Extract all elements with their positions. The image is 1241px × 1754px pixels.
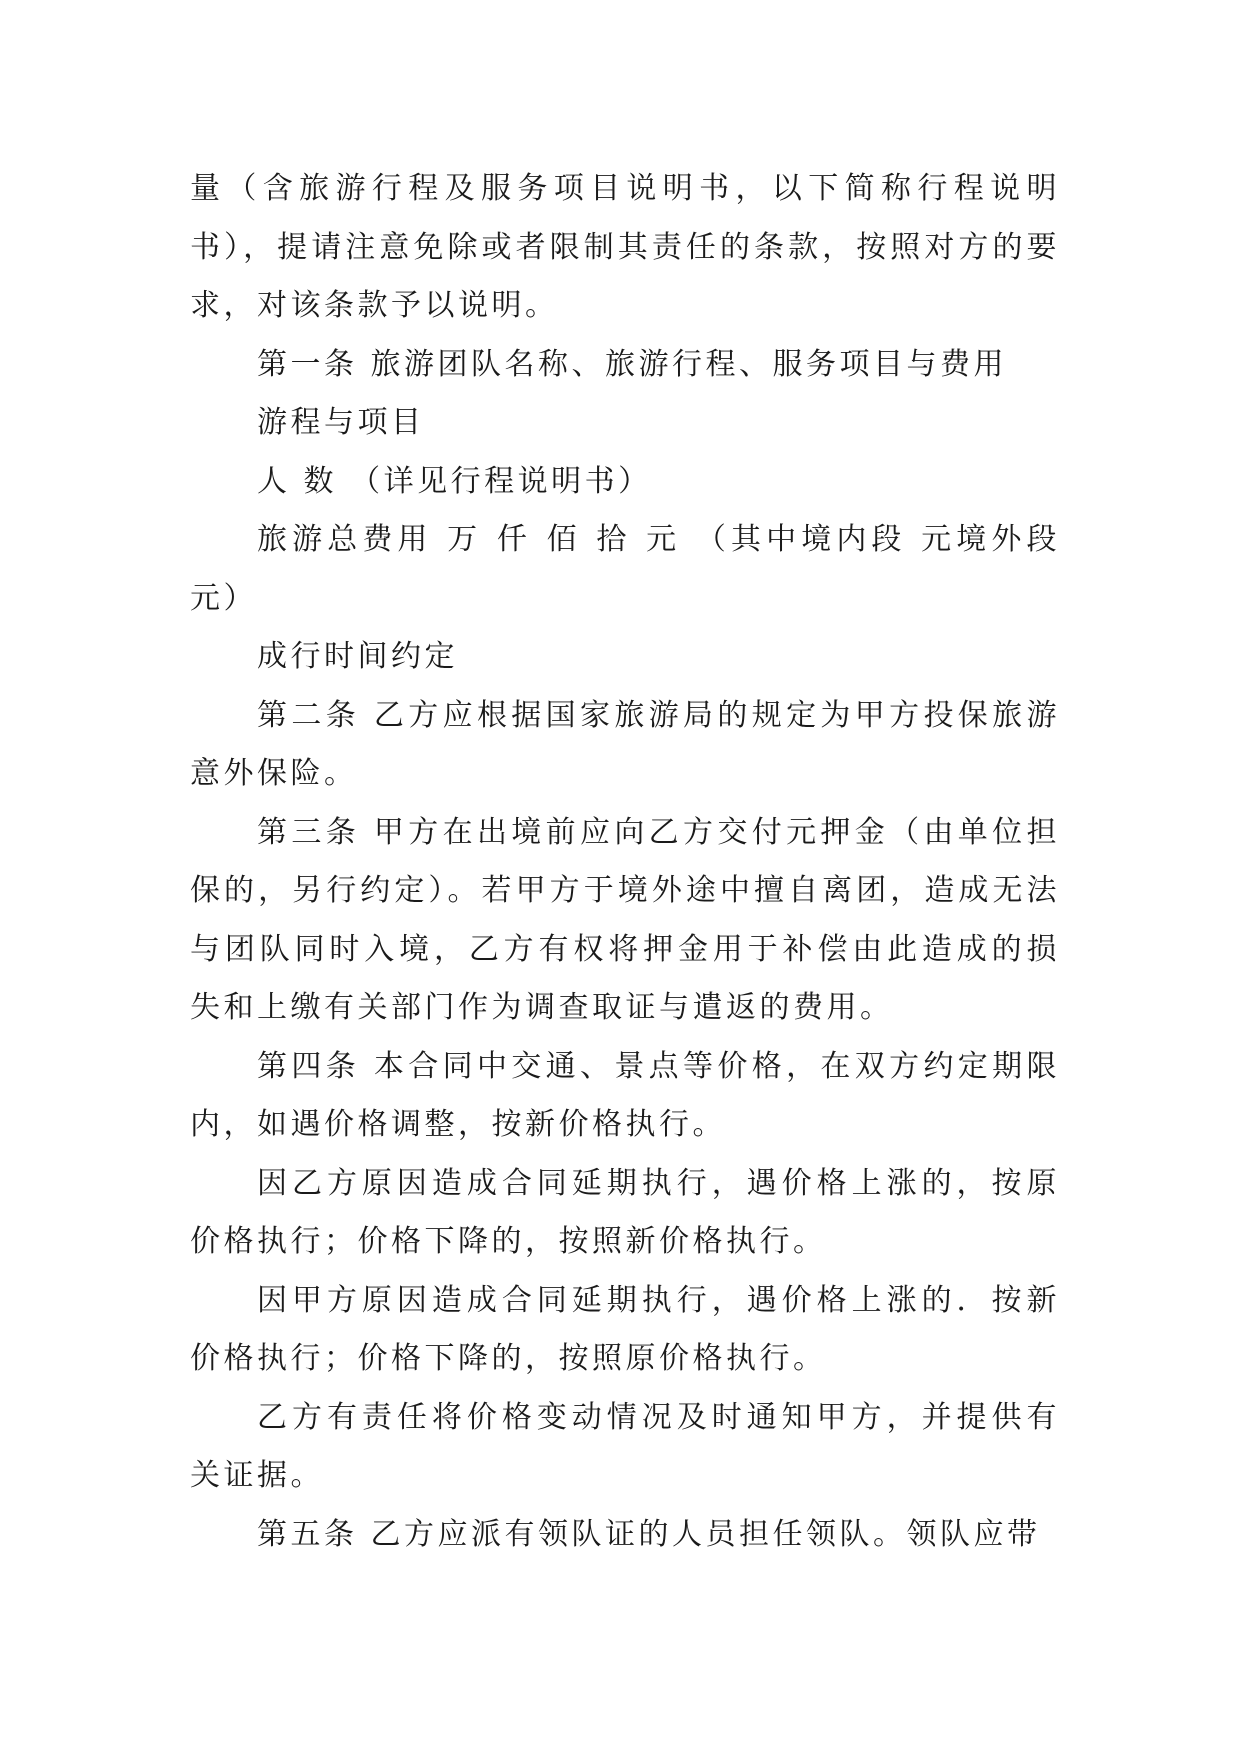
article-1-heading: 第一条 旅游团队名称、旅游行程、服务项目与费用: [257, 346, 1008, 382]
article-4: 第四条 本合同中交通、景点等价格，在双方约定期限内，如遇价格调整，按新价格执行。: [190, 1048, 1060, 1142]
paragraph-continuation: 量（含旅游行程及服务项目说明书，以下简称行程说明书），提请注意免除或者限制其责任的条款，按照对方的要求，对该条款予以说明。: [190, 171, 1060, 323]
article-5: 第五条 乙方应派有领队证的人员担任领队。领队应带: [257, 1516, 1041, 1552]
article-3: 第三条 甲方在出境前应向乙方交付元押金（由单位担保的，另行约定）。若甲方于境外途中擅自离团，造成无法与团队同时入境，乙方有权将押金用于补偿由此造成的损失和上缴有关部门作为调查取证与遣返的费用。: [190, 814, 1060, 1025]
number-of-people: 人 数 （详见行程说明书）: [257, 463, 652, 499]
article-4-party-a-delay: 因甲方原因造成合同延期执行，遇价格上涨的．按新价格执行；价格下降的，按照原价格执行。: [190, 1282, 1060, 1376]
document-body: [190, 160, 1060, 1564]
article-4-party-b-delay: 因乙方原因造成合同延期执行，遇价格上涨的，按原价格执行；价格下降的，按照新价格执行。: [190, 1165, 1060, 1259]
departure-time-agreement: 成行时间约定: [257, 639, 458, 674]
article-4-notification: 乙方有责任将价格变动情况及时通知甲方，并提供有关证据。: [190, 1399, 1060, 1493]
itinerary-and-items: 游程与项目: [257, 405, 425, 440]
article-2: 第二条 乙方应根据国家旅游局的规定为甲方投保旅游意外保险。: [190, 697, 1060, 791]
total-travel-cost: 旅游总费用 万 仟 佰 拾 元 （其中境内段 元境外段元）: [190, 522, 1060, 616]
